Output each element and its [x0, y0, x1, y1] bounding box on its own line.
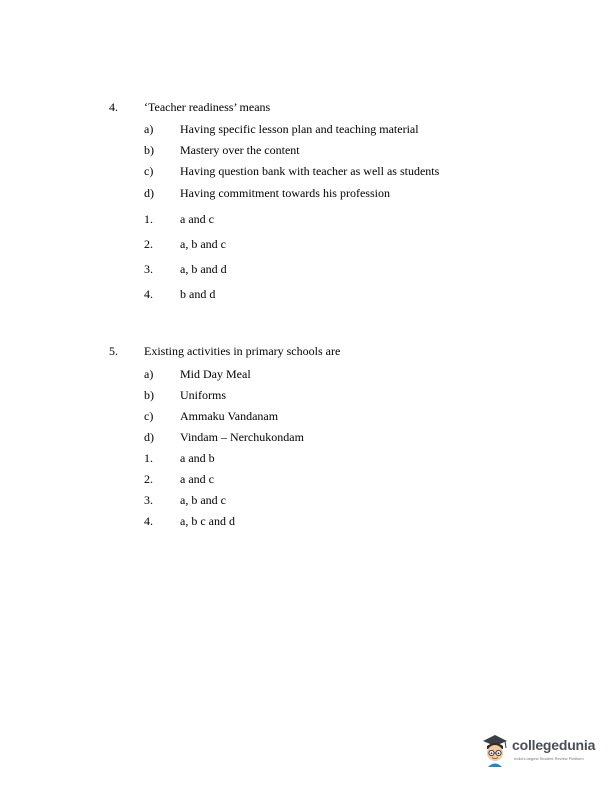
choice-label: 1. — [144, 451, 153, 465]
statement-text: Mid Day Meal — [180, 367, 251, 381]
collegedunia-logo — [480, 733, 602, 769]
statement-label: a) — [144, 122, 154, 136]
statement-text: Vindam – Nerchukondam — [180, 430, 304, 444]
logo-tagline: India's largest Student Review Platform — [514, 756, 584, 761]
statement-label: d) — [144, 186, 154, 200]
statement-label: d) — [144, 430, 154, 444]
question-text: Existing activities in primary schools are — [144, 344, 341, 358]
choice-label: 2. — [144, 472, 153, 486]
choice-text: a, b c and d — [180, 514, 235, 528]
statement-text: Ammaku Vandanam — [180, 409, 279, 423]
choice-text: a, b and c — [180, 237, 226, 251]
statement-text: Having question bank with teacher as well as students — [180, 164, 440, 178]
choice-label: 4. — [144, 287, 153, 301]
statement-label: b) — [144, 143, 154, 157]
statement-text: Having specific lesson plan and teaching material — [180, 122, 419, 136]
statement-label: c) — [144, 164, 154, 178]
statement-label: b) — [144, 388, 154, 402]
choice-label: 3. — [144, 493, 153, 507]
choice-label: 3. — [144, 262, 153, 276]
question-number: 4. — [109, 100, 118, 114]
statement-text: Mastery over the content — [180, 143, 300, 157]
choice-text: a, b and c — [180, 493, 226, 507]
statement-text: Having commitment towards his profession — [180, 186, 390, 200]
statement-label: c) — [144, 409, 154, 423]
question-text: ‘Teacher readiness’ means — [144, 100, 271, 114]
question-number: 5. — [109, 344, 118, 358]
choice-label: 4. — [144, 514, 153, 528]
choice-text: a and c — [180, 212, 214, 226]
choice-text: a and b — [180, 451, 215, 465]
statement-label: a) — [144, 367, 154, 381]
choice-label: 2. — [144, 237, 153, 251]
choice-text: a and c — [180, 472, 214, 486]
choice-label: 1. — [144, 212, 153, 226]
choice-text: b and d — [180, 287, 216, 301]
graduate-mascot-icon — [480, 733, 510, 767]
choice-text: a, b and d — [180, 262, 227, 276]
statement-text: Uniforms — [180, 388, 226, 402]
logo-wordmark: collegedunia — [512, 737, 596, 753]
